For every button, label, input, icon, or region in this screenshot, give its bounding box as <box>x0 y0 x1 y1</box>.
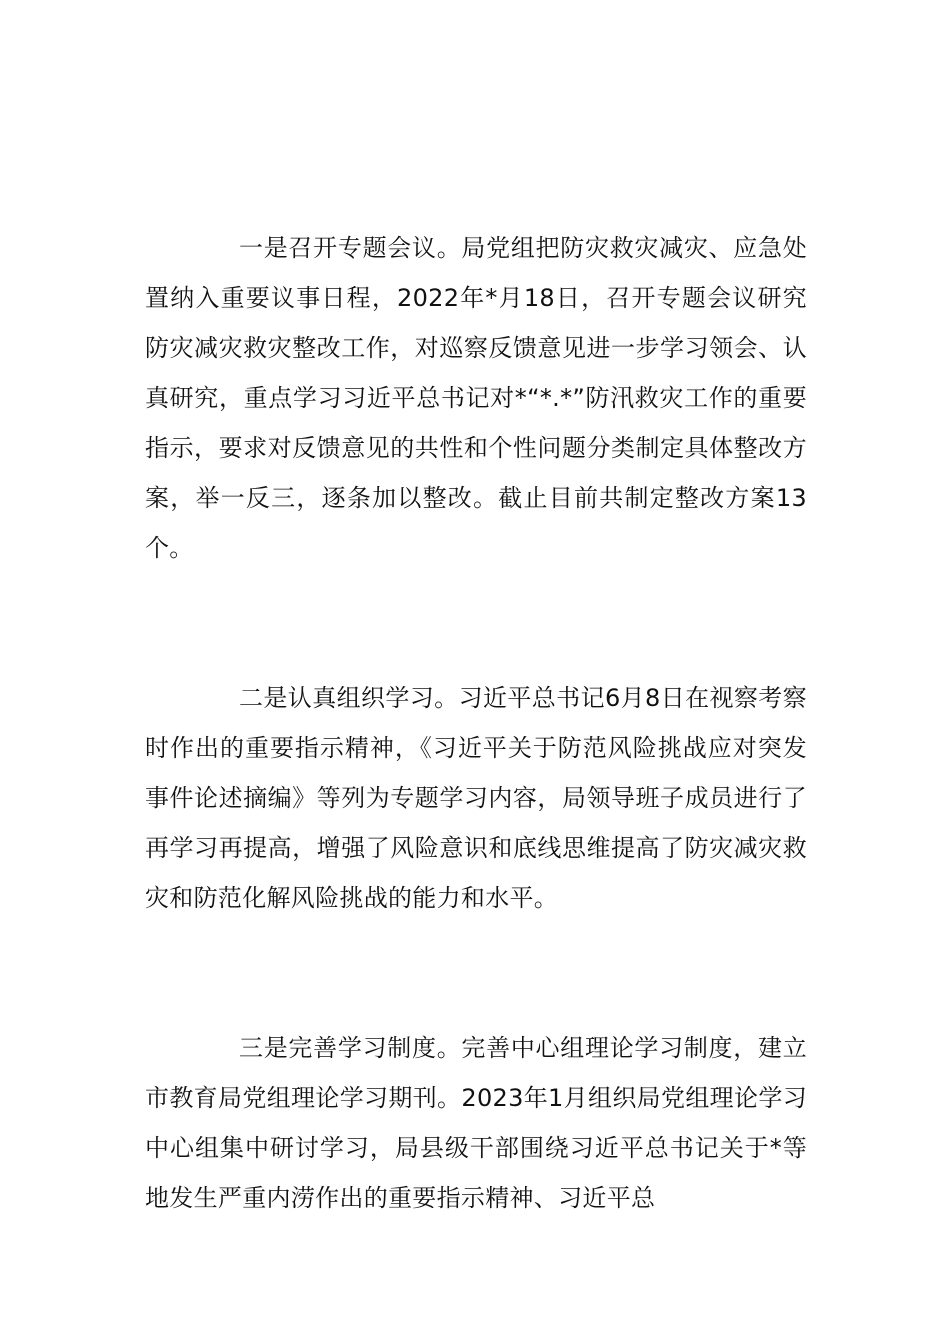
paragraph-2: 二是认真组织学习。习近平总书记6月8日在视察考察时作出的重要指示精神，《习近平关于防范风险挑战应对突发事件论述摘编》等列为专题学习内容，局领导班子成员进行了再学习再提高，增强了风险意识和底线思维提高了防灾减灾救灾和防范化解风险挑战的能力和水平。 <box>145 684 807 912</box>
paragraph-1: 一是召开专题会议。局党组把防灾救灾减灾、应急处置纳入重要议事日程，2022年*月18日，召开专题会议研究防灾减灾救灾整改工作，对巡察反馈意见进一步学习领会、认真研究，重点学习习近平总书记对*“*.*”防汛救灾工作的重要指示，要求对反馈意见的共性和个性问题分类制定具体整改方案，举一反三，逐条加以整改。截止目前共制定整改方案13个。 <box>145 234 807 562</box>
paragraph-3: 三是完善学习制度。完善中心组理论学习制度，建立市教育局党组理论学习期刊。2023年1月组织局党组理论学习中心组集中研讨学习，局县级干部围绕习近平总书记关于*等地发生严重内涝作出的重要指示精神、习近平总 <box>145 1034 807 1212</box>
